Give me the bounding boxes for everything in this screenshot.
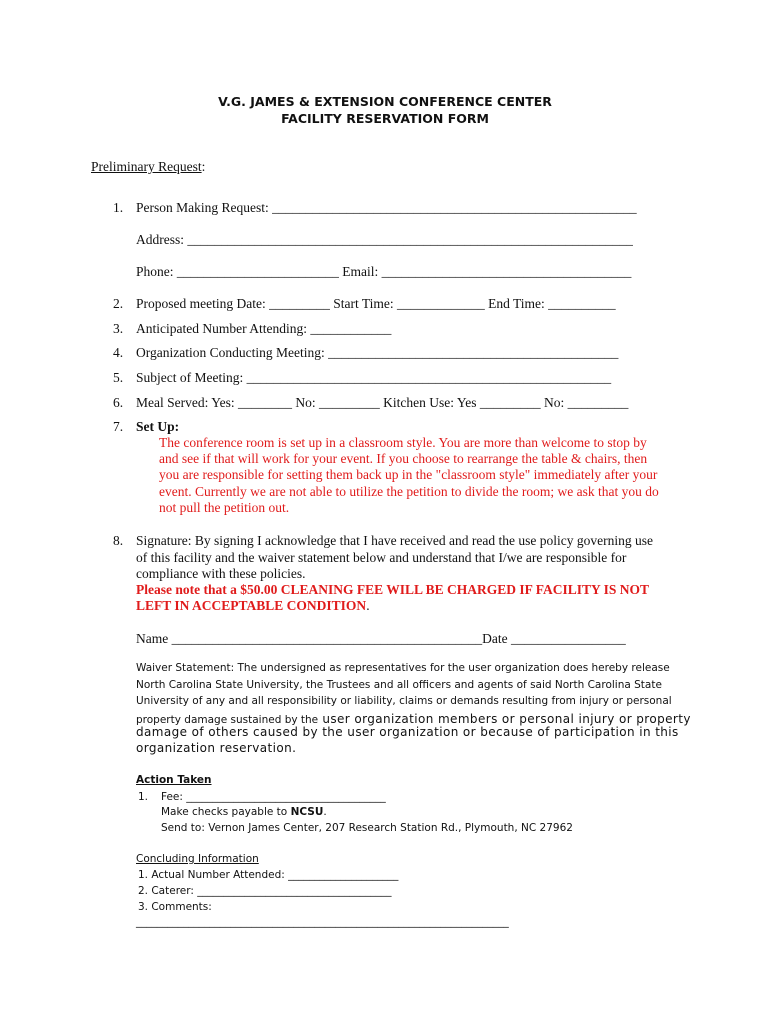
- item-3-number: 3.: [113, 321, 124, 336]
- setup-text-line2: and see if that will work for your event. If you choose to rearrange the table & chairs, then: [159, 451, 648, 466]
- waiver-line1: Waiver Statement: The undersigned as representatives for the user organization does hereby release: [136, 662, 670, 674]
- payable-suffix: .: [323, 806, 327, 818]
- waiver-line3: University of any and all responsibility or liability, claims or demands resulting from injury or personal: [136, 695, 672, 707]
- setup-text-line3: you are responsible for setting them back up in the "classroom style" immediately after your: [159, 467, 658, 482]
- waiver-line5: damage of others caused by the user organization or because of participation in this: [136, 725, 679, 739]
- setup-text-line1: The conference room is set up in a classroom style. You are more than welcome to stop by: [159, 435, 647, 450]
- item-7-number: 7.: [113, 419, 124, 434]
- phone-email-field[interactable]: Phone: ________________________ Email: _____________________________________: [136, 264, 632, 279]
- form-title-line2: FACILITY RESERVATION FORM: [281, 111, 489, 126]
- preliminary-request-colon: :: [201, 159, 206, 174]
- setup-heading: Set Up:: [136, 419, 180, 434]
- waiver-line4-part1: property damage sustained by the: [136, 714, 319, 726]
- send-to-address: Send to: Vernon James Center, 207 Research Station Rd., Plymouth, NC 27962: [161, 822, 573, 834]
- item-5-number: 5.: [113, 370, 124, 385]
- cleaning-fee-warning-text: LEFT IN ACCEPTABLE CONDITION: [136, 598, 367, 613]
- cleaning-fee-warning-line1: Please note that a $50.00 CLEANING FEE WILL BE CHARGED IF FACILITY IS NOT: [136, 582, 650, 597]
- comments-field[interactable]: _______________________________________________________________________: [136, 916, 509, 928]
- signature-text-line3: compliance with these policies.: [136, 566, 306, 581]
- cleaning-fee-warning-period: .: [366, 598, 370, 613]
- payable-name: NCSU: [290, 806, 324, 818]
- organization-field[interactable]: Organization Conducting Meeting: ___________________________________________: [136, 345, 619, 360]
- subject-field[interactable]: Subject of Meeting: ______________________________________________________: [136, 370, 612, 385]
- action-fee-field[interactable]: Fee: ______________________________________: [161, 791, 386, 803]
- comments-label: 3. Comments:: [138, 901, 212, 913]
- waiver-line4-part2: user organization members or personal injury or property: [318, 712, 691, 726]
- payable-prefix: Make checks payable to: [161, 806, 291, 818]
- action-taken-heading: Action Taken: [136, 774, 212, 786]
- meal-kitchen-field[interactable]: Meal Served: Yes: ________ No: _________ Kitchen Use: Yes _________ No: _________: [136, 395, 629, 410]
- item-1-number: 1.: [113, 200, 124, 215]
- concluding-information-heading: Concluding Information: [136, 853, 259, 865]
- item-4-number: 4.: [113, 345, 124, 360]
- signature-text-line2: of this facility and the waiver statement below and understand that I/we are responsible for: [136, 550, 627, 565]
- action-fee-number: 1.: [138, 791, 149, 803]
- payable-instruction: [161, 806, 327, 818]
- actual-number-attended-field[interactable]: 1. Actual Number Attended: _____________________: [138, 869, 399, 881]
- caterer-field[interactable]: 2. Caterer: _____________________________________: [138, 885, 392, 897]
- form-title-line1: V.G. JAMES & EXTENSION CONFERENCE CENTER: [218, 94, 552, 109]
- person-making-request-field[interactable]: Person Making Request: ______________________________________________________: [136, 200, 637, 215]
- item-2-number: 2.: [113, 296, 124, 311]
- preliminary-request-label: Preliminary Request: [91, 159, 202, 174]
- setup-text-line5: not pull the petition out.: [159, 500, 290, 515]
- meeting-date-time-field[interactable]: Proposed meeting Date: _________ Start Time: _____________ End Time: __________: [136, 296, 616, 311]
- setup-text-line4: event. Currently we are not able to utilize the petition to divide the room; we ask that you do: [159, 484, 659, 499]
- signature-text-line1: Signature: By signing I acknowledge that I have received and read the use policy governing use: [136, 533, 653, 548]
- waiver-line6: organization reservation.: [136, 741, 297, 755]
- item-8-number: 8.: [113, 533, 124, 548]
- name-date-field[interactable]: Name ______________________________________________Date _________________: [136, 631, 626, 646]
- preliminary-request-heading: [91, 159, 205, 175]
- address-field[interactable]: Address: __________________________________________________________________: [136, 232, 633, 247]
- waiver-line2: North Carolina State University, the Trustees and all officers and agents of said North Carolina State: [136, 679, 662, 691]
- item-6-number: 6.: [113, 395, 124, 410]
- cleaning-fee-warning-line2: [136, 598, 370, 614]
- attending-count-field[interactable]: Anticipated Number Attending: ____________: [136, 321, 392, 336]
